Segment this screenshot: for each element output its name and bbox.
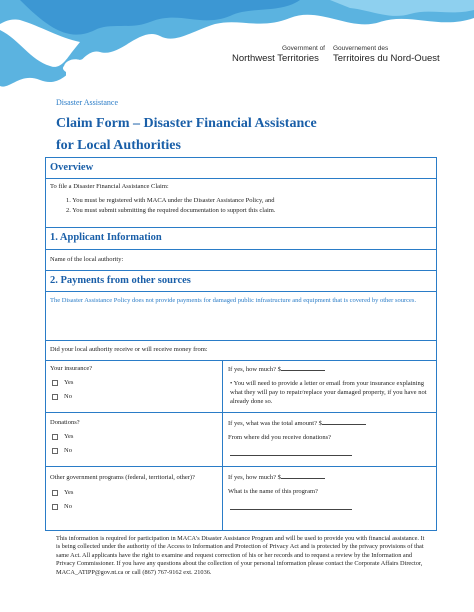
other-gov-amount-field[interactable] <box>228 473 432 481</box>
payments-note-row <box>46 292 436 341</box>
claim-form <box>45 157 437 531</box>
applicant-header <box>46 228 436 250</box>
form-title-line2: for Local Authorities <box>56 138 181 153</box>
other-gov-right-cell <box>224 469 436 514</box>
donations-no-checkbox[interactable] <box>52 448 58 454</box>
donations-left-cell <box>46 415 222 458</box>
other-gov-amount-line[interactable] <box>281 473 325 479</box>
other-gov-no-label: No <box>64 503 72 510</box>
local-authority-name-label: Name of the local authority: <box>50 256 124 263</box>
gov-fr-name: Territoires du Nord-Ouest <box>333 53 440 64</box>
insurance-no-label: No <box>64 393 72 400</box>
donations-yes-checkbox[interactable] <box>52 434 58 440</box>
overview-body <box>46 179 436 228</box>
donations-total-field[interactable] <box>228 419 432 427</box>
gov-fr-small: Gouvernement des <box>333 45 389 52</box>
applicant-name-row[interactable] <box>46 250 436 271</box>
insurance-bullet-text: You will need to provide a letter or email from your insurance explaining what they will pay to repair/replace your damaged property, if you have not already done so. <box>230 380 427 405</box>
insurance-yes-option[interactable] <box>52 379 218 386</box>
payments-note: The Disaster Assistance Policy does not provide payments for damaged public infrastructure and equipment that is covered by other sources. <box>50 297 417 304</box>
other-gov-program-label: What is the name of this program? <box>228 488 318 495</box>
insurance-no-option[interactable] <box>52 393 218 400</box>
insurance-amount-label: If yes, how much? $ <box>228 366 281 373</box>
donations-source-label: From where did you receive donations? <box>228 434 332 441</box>
overview-heading: Overview <box>50 162 94 173</box>
header-banner <box>0 0 474 92</box>
form-title <box>56 113 436 157</box>
section-kicker: Disaster Assistance <box>56 98 118 107</box>
donations-source-line[interactable] <box>230 455 352 456</box>
gov-en-name: Northwest Territories <box>232 53 319 64</box>
insurance-yes-label: Yes <box>64 379 74 386</box>
other-gov-no-checkbox[interactable] <box>52 504 58 510</box>
other-gov-no-option[interactable] <box>52 503 218 510</box>
payments-header <box>46 271 436 292</box>
ice-banner-graphic <box>0 0 474 92</box>
insurance-label: Your insurance? <box>50 365 93 372</box>
donations-yes-label: Yes <box>64 433 74 440</box>
insurance-left-cell <box>46 361 222 404</box>
payments-heading: 2. Payments from other sources <box>50 275 191 286</box>
other-gov-label: Other government programs (federal, territorial, other)? <box>50 474 195 481</box>
applicant-heading: 1. Applicant Information <box>50 232 162 243</box>
overview-header <box>46 158 436 179</box>
column-divider <box>222 361 223 530</box>
donations-total-line[interactable] <box>322 419 366 425</box>
other-gov-left-cell <box>46 469 222 514</box>
other-gov-yes-label: Yes <box>64 489 74 496</box>
privacy-footer: This information is required for participation in MACA's Disaster Assistance Program and will be used to provide you with financial assistance. It is being collected under the authority of the Access to Information and Protection of Privacy Act and is protected by the privacy provisions of that same Act. All applicants have the right to examine and request correction of his or her records and to request a review by the Information and Privacy Commissioner. If you have any questions about the collection of your personal information please contact the Corporate Affairs Director, MACA_ATIPP@gov.nt.ca or call (867) 767-9162 ext. 21036. <box>56 535 425 576</box>
donations-label: Donations? <box>50 419 80 426</box>
insurance-amount-line[interactable] <box>281 365 325 371</box>
gov-en-small: Government of <box>282 45 325 52</box>
insurance-right-cell <box>224 361 436 410</box>
payments-question: Did your local authority receive or will receive money from: <box>50 346 208 353</box>
insurance-yes-checkbox[interactable] <box>52 380 58 386</box>
donations-no-option[interactable] <box>52 447 218 454</box>
donations-no-label: No <box>64 447 72 454</box>
overview-intro: To file a Disaster Financial Assistance Claim: <box>50 183 169 190</box>
donations-total-label: If yes, what was the total amount? $ <box>228 420 322 427</box>
overview-item-1: 1. You must be registered with MACA under the Disaster Assistance Policy, and <box>66 197 275 204</box>
other-gov-amount-label: If yes, how much? $ <box>228 474 281 481</box>
payments-question-row <box>46 341 436 361</box>
other-gov-yes-checkbox[interactable] <box>52 490 58 496</box>
donations-right-cell <box>224 415 436 460</box>
overview-item-2: 2. You must submit submitting the required documentation to support this claim. <box>66 207 276 214</box>
insurance-bullet: • You will need to provide a letter or email from your insurance explaining what they will pay to repair/replace your damaged property, if you have not already done so. <box>230 380 427 405</box>
donations-yes-option[interactable] <box>52 433 218 440</box>
other-gov-program-line[interactable] <box>230 509 352 510</box>
other-gov-yes-option[interactable] <box>52 489 218 496</box>
insurance-amount-field[interactable] <box>228 365 432 373</box>
form-title-line1: Claim Form – Disaster Financial Assistance <box>56 116 317 131</box>
insurance-no-checkbox[interactable] <box>52 394 58 400</box>
